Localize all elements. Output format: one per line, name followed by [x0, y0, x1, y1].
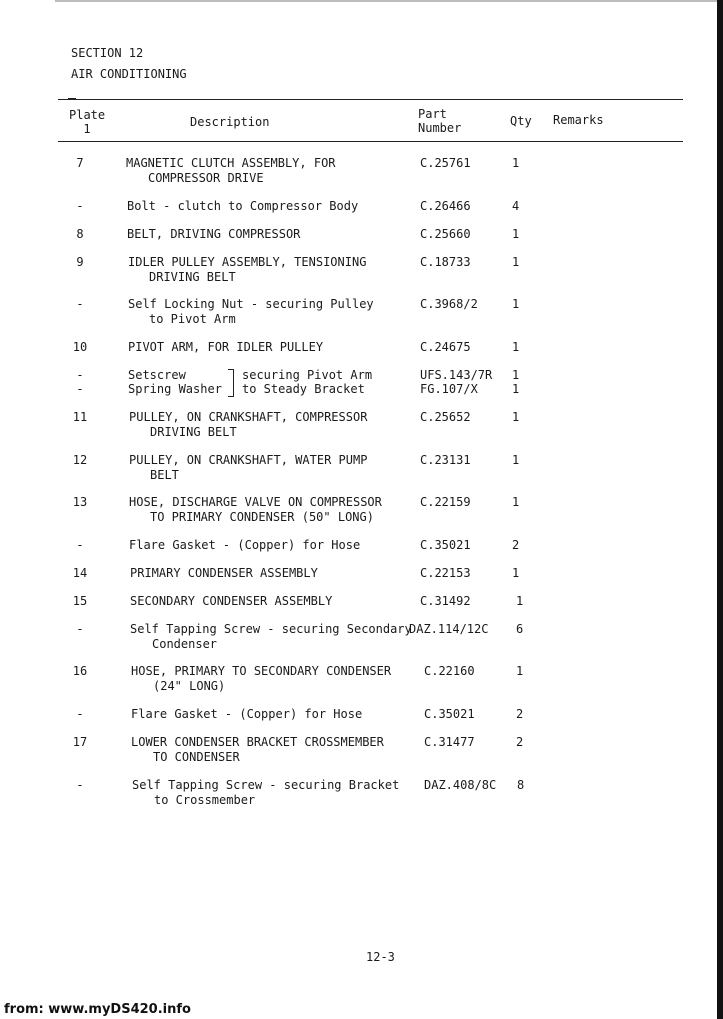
- qty-cell: 1: [512, 495, 520, 509]
- description-line1: Self Tapping Screw - securing Bracket: [132, 778, 400, 792]
- plate-cell: 17: [72, 735, 88, 749]
- table-row: [0, 664, 700, 696]
- section-title: AIR CONDITIONING: [71, 67, 187, 81]
- part-number-cell: UFS.143/7R: [420, 368, 493, 382]
- description-line1: MAGNETIC CLUTCH ASSEMBLY, FOR: [126, 156, 336, 170]
- header-bottom-rule: [58, 141, 683, 142]
- top-scan-rule: [55, 0, 723, 2]
- table-row: [0, 735, 700, 767]
- plate-cell: -: [76, 382, 84, 396]
- column-header-remarks: Remarks: [553, 113, 604, 127]
- plate-cell: -: [76, 538, 84, 552]
- grouping-bracket: [228, 369, 234, 397]
- part-number-cell: C.18733: [420, 255, 471, 269]
- part-number-cell: C.25652: [420, 410, 471, 424]
- part-header-line2: Number: [418, 121, 462, 135]
- table-row: [0, 255, 700, 287]
- description-line1: Self Locking Nut - securing Pulley: [128, 297, 374, 311]
- qty-cell: 1: [512, 453, 520, 467]
- description-line2: COMPRESSOR DRIVE: [148, 171, 264, 185]
- header-rule-tick: [68, 98, 76, 100]
- part-number-cell: C.23131: [420, 453, 471, 467]
- qty-cell: 1: [516, 594, 524, 608]
- source-footer: from: www.myDS420.info: [4, 1002, 191, 1017]
- column-header-qty: Qty: [510, 114, 532, 128]
- table-row: [0, 778, 700, 810]
- plate-cell: 15: [72, 594, 88, 608]
- description-line2: to Pivot Arm: [149, 312, 236, 326]
- description-line2: (24" LONG): [153, 679, 226, 693]
- part-number-cell: FG.107/X: [420, 382, 478, 396]
- plate-cell: 13: [72, 495, 88, 509]
- qty-cell: 1: [512, 410, 520, 424]
- description-line1: PIVOT ARM, FOR IDLER PULLEY: [128, 340, 324, 354]
- plate-cell: 14: [72, 566, 88, 580]
- part-number-cell: DAZ.408/8C: [424, 778, 497, 792]
- description-line1: HOSE, DISCHARGE VALVE ON COMPRESSOR: [129, 495, 382, 509]
- qty-cell: 1: [512, 297, 520, 311]
- description-line1: PRIMARY CONDENSER ASSEMBLY: [130, 566, 318, 580]
- plate-header-line1: Plate: [69, 108, 106, 122]
- qty-cell: 1: [512, 566, 520, 580]
- qty-cell: 1: [512, 382, 520, 396]
- bracket-item-spring-washer: Spring Washer: [128, 382, 222, 396]
- plate-header-line2: 1: [83, 122, 91, 136]
- bracket-shared-line1: securing Pivot Arm: [242, 368, 373, 382]
- plate-cell: -: [76, 297, 84, 311]
- plate-cell: -: [76, 199, 84, 213]
- page-number: 12-3: [366, 950, 395, 964]
- qty-cell: 4: [512, 199, 520, 213]
- description-line2: BELT: [150, 468, 179, 482]
- plate-cell: -: [76, 707, 84, 721]
- column-header-plate: [69, 108, 105, 136]
- table-row: [0, 622, 700, 654]
- qty-cell: 1: [512, 368, 520, 382]
- description-line1: Flare Gasket - (Copper) for Hose: [129, 538, 361, 552]
- part-number-cell: C.22159: [420, 495, 471, 509]
- column-header-description: Description: [190, 115, 270, 129]
- description-line2: TO CONDENSER: [153, 750, 240, 764]
- part-number-cell: C.26466: [420, 199, 471, 213]
- table-row: [0, 156, 700, 188]
- bracket-group: [0, 368, 700, 400]
- part-number-cell: C.31492: [420, 594, 471, 608]
- plate-cell: -: [76, 778, 84, 792]
- part-number-cell: C.35021: [424, 707, 475, 721]
- table-row: [0, 495, 700, 527]
- qty-cell: 1: [512, 227, 520, 241]
- qty-cell: 2: [516, 707, 524, 721]
- section-number: SECTION 12: [71, 46, 144, 60]
- description-line1: LOWER CONDENSER BRACKET CROSSMEMBER: [131, 735, 384, 749]
- header-top-rule: [58, 99, 683, 100]
- part-number-cell: C.24675: [420, 340, 471, 354]
- qty-cell: 2: [516, 735, 524, 749]
- description-line2: to Crossmember: [154, 793, 256, 807]
- description-line1: IDLER PULLEY ASSEMBLY, TENSIONING: [128, 255, 367, 269]
- plate-cell: 10: [72, 340, 88, 354]
- column-header-part-number: [418, 107, 461, 135]
- part-number-cell: C.3968/2: [420, 297, 478, 311]
- description-line1: BELT, DRIVING COMPRESSOR: [127, 227, 301, 241]
- bracket-shared-line2: to Steady Bracket: [242, 382, 365, 396]
- description-line2: TO PRIMARY CONDENSER (50" LONG): [150, 510, 374, 524]
- right-scan-edge: [717, 0, 723, 1019]
- qty-cell: 1: [512, 340, 520, 354]
- part-number-cell: DAZ.114/12C: [409, 622, 489, 636]
- part-number-cell: C.35021: [420, 538, 471, 552]
- part-number-cell: C.25660: [420, 227, 471, 241]
- plate-cell: 16: [72, 664, 88, 678]
- qty-cell: 1: [512, 156, 520, 170]
- plate-cell: 9: [76, 255, 84, 269]
- qty-cell: 2: [512, 538, 520, 552]
- bracket-item-setscrew: Setscrew: [128, 368, 186, 382]
- table-row: [0, 453, 700, 485]
- part-number-cell: C.22160: [424, 664, 475, 678]
- part-number-cell: C.22153: [420, 566, 471, 580]
- plate-cell: 11: [72, 410, 88, 424]
- table-row: [0, 410, 700, 442]
- description-line2: DRIVING BELT: [150, 425, 237, 439]
- plate-cell: 7: [76, 156, 84, 170]
- qty-cell: 8: [517, 778, 525, 792]
- part-number-cell: C.25761: [420, 156, 471, 170]
- part-header-line1: Part: [418, 107, 447, 121]
- description-line1: SECONDARY CONDENSER ASSEMBLY: [130, 594, 333, 608]
- plate-cell: -: [76, 622, 84, 636]
- qty-cell: 1: [516, 664, 524, 678]
- description-line1: Flare Gasket - (Copper) for Hose: [131, 707, 363, 721]
- description-line2: DRIVING BELT: [149, 270, 236, 284]
- description-line1: Self Tapping Screw - securing Secondary: [130, 622, 412, 636]
- description-line1: HOSE, PRIMARY TO SECONDARY CONDENSER: [131, 664, 392, 678]
- plate-cell: -: [76, 368, 84, 382]
- plate-cell: 12: [72, 453, 88, 467]
- qty-cell: 6: [516, 622, 524, 636]
- part-number-cell: C.31477: [424, 735, 475, 749]
- description-line1: PULLEY, ON CRANKSHAFT, COMPRESSOR: [129, 410, 368, 424]
- plate-cell: 8: [76, 227, 84, 241]
- qty-cell: 1: [512, 255, 520, 269]
- description-line2: Condenser: [152, 637, 218, 651]
- table-row: [0, 297, 700, 329]
- description-line1: Bolt - clutch to Compressor Body: [127, 199, 359, 213]
- description-line1: PULLEY, ON CRANKSHAFT, WATER PUMP: [129, 453, 368, 467]
